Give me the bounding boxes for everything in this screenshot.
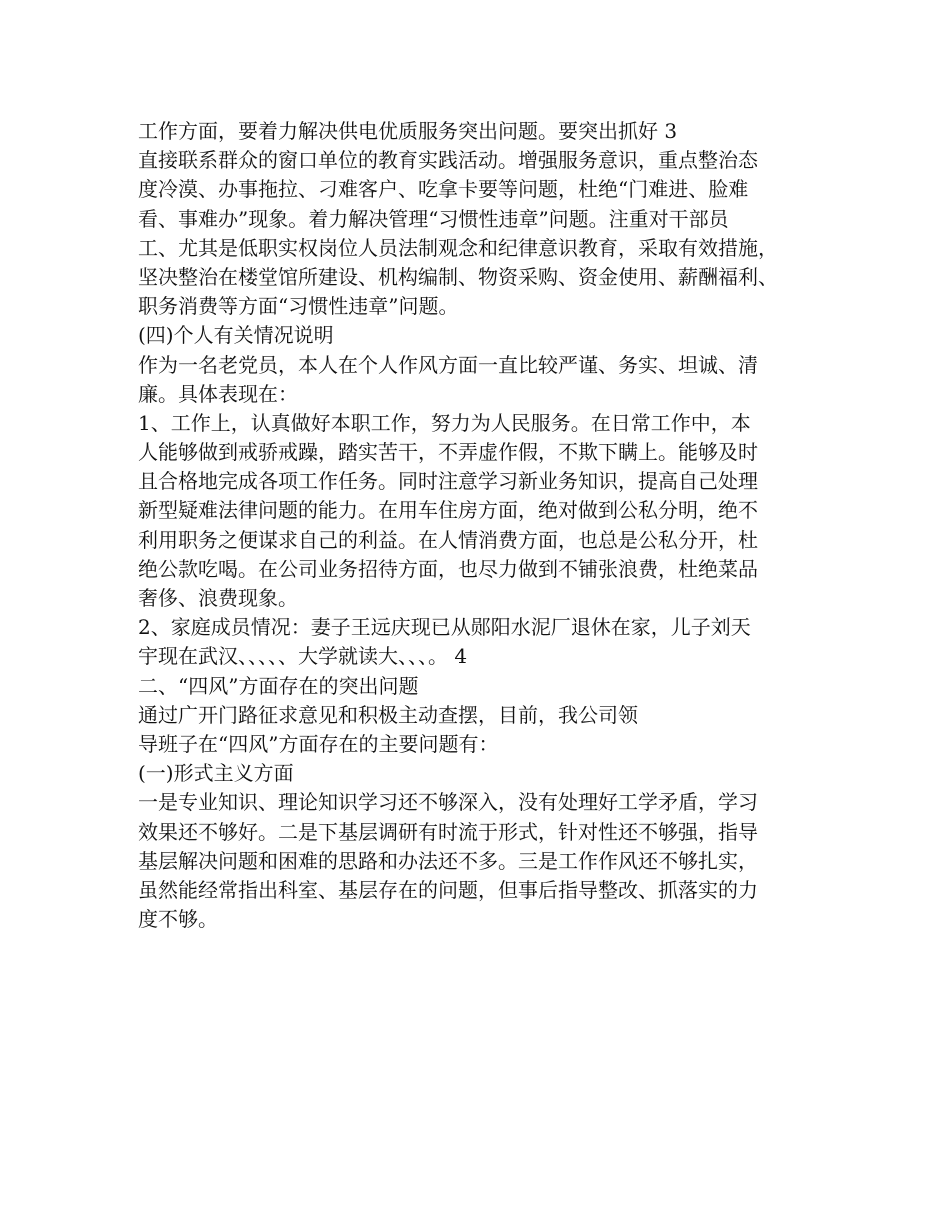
text-line: 职务消费等方面“习惯性违章”问题。: [138, 294, 459, 319]
section-heading: (四)个人有关情况说明: [138, 323, 334, 348]
section-heading: (一)形式主义方面: [138, 761, 294, 786]
text-line: 宇现在武汉、、、、、大学就读大、、、。 4: [138, 644, 468, 669]
text-line: 度不够。: [138, 907, 218, 932]
text-line: 1、工作上，认真做好本职工作，努力为人民服务。在日常工作中，本: [138, 410, 751, 435]
text-line: 导班子在“四风”方面存在的主要问题有：: [138, 731, 499, 756]
text-line: 2、家庭成员情况：妻子王远庆现已从郧阳水泥厂退休在家，儿子刘天: [138, 615, 751, 640]
text-line: 度冷漠、办事拖拉、刁难客户、吃拿卡要等问题，杜绝“门难进、脸难: [138, 177, 749, 202]
text-line: 利用职务之便谋求自己的利益。在人情消费方面，也总是公私分开，杜: [138, 527, 758, 552]
document-body: [138, 117, 828, 934]
text-line: 基层解决问题和困难的思路和办法还不多。三是工作作风还不够扎实，: [138, 848, 758, 873]
text-line: 直接联系群众的窗口单位的教育实践活动。增强服务意识，重点整治态: [138, 148, 758, 173]
text-line: 一是专业知识、理论知识学习还不够深入，没有处理好工学矛盾，学习: [138, 790, 758, 815]
text-line: 且合格地完成各项工作任务。同时注意学习新业务知识，提高自己处理: [138, 469, 758, 494]
text-line: 作为一名老党员，本人在个人作风方面一直比较严谨、务实、坦诚、清: [138, 352, 758, 377]
text-line: 人能够做到戒骄戒躁，踏实苦干，不弄虚作假，不欺下瞒上。能够及时: [138, 440, 758, 465]
text-line: 绝公款吃喝。在公司业务招待方面，也尽力做到不铺张浪费，杜绝菜品: [138, 556, 758, 581]
text-line: 通过广开门路征求意见和积极主动查摆，目前，我公司领: [138, 702, 638, 727]
section-heading: 二、“四风”方面存在的突出问题: [138, 673, 419, 698]
text-line: 工、尤其是低职实权岗位人员法制观念和纪律意识教育，采取有效措施，: [138, 235, 778, 260]
text-line: 效果还不够好。二是下基层调研有时流于形式，针对性还不够强，指导: [138, 819, 758, 844]
text-line: 看、事难办”现象。着力解决管理“习惯性违章”问题。注重对干部员: [138, 206, 729, 231]
text-line: 奢侈、浪费现象。: [138, 586, 298, 610]
text-line: 廉。具体表现在：: [138, 381, 298, 406]
text-line: 工作方面，要着力解决供电优质服务突出问题。要突出抓好 3: [138, 119, 678, 143]
text-line: 新型疑难法律问题的能力。在用车住房方面，绝对做到公私分明，绝不: [138, 498, 758, 523]
text-line: 虽然能经常指出科室、基层存在的问题，但事后指导整改、抓落实的力: [138, 877, 758, 902]
text-line: 坚决整治在楼堂馆所建设、机构编制、物资采购、资金使用、薪酬福利、: [138, 264, 778, 289]
